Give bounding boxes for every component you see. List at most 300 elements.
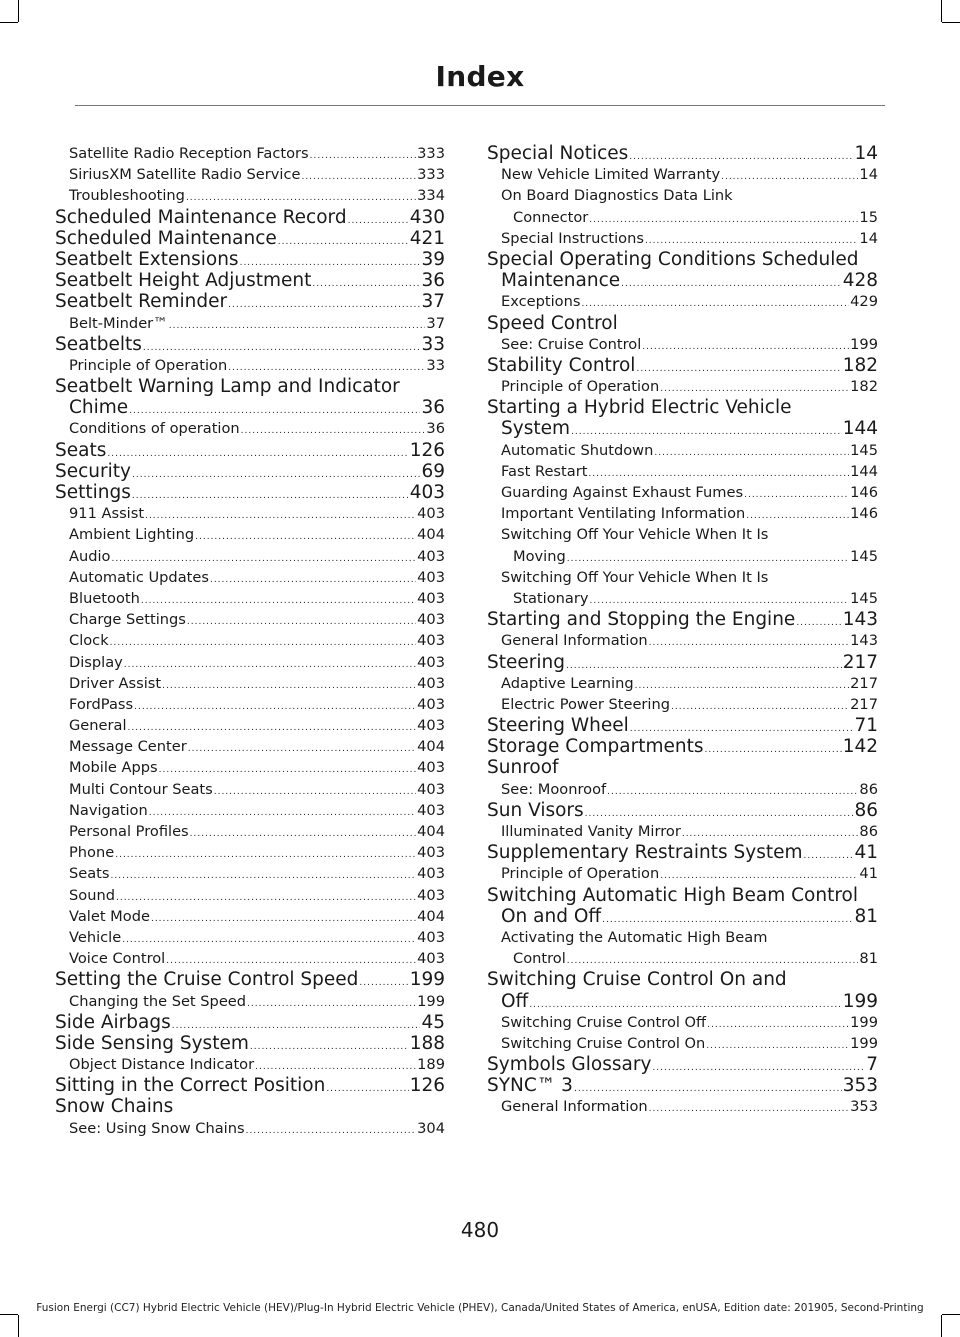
entry-label: See: Cruise Control bbox=[501, 335, 642, 353]
entry-label: Switching Off Your Vehicle When It Is bbox=[501, 568, 769, 586]
index-entry bbox=[55, 249, 445, 270]
entry-page: 199 bbox=[850, 335, 878, 353]
index-subentry bbox=[55, 779, 445, 800]
index-subentry bbox=[487, 291, 878, 312]
entry-page: 333 bbox=[417, 145, 445, 162]
entry-label: Supplementary Restraints System bbox=[487, 842, 803, 864]
entry-label: Off bbox=[501, 990, 529, 1012]
entry-page: 403 bbox=[417, 865, 445, 883]
index-subentry bbox=[487, 164, 878, 185]
dot-leader bbox=[187, 612, 416, 630]
dot-leader bbox=[652, 1058, 865, 1075]
entry-page: 353 bbox=[850, 1098, 878, 1116]
dot-leader bbox=[602, 910, 853, 927]
dot-leader bbox=[630, 719, 854, 736]
index-subentry bbox=[55, 164, 445, 185]
entry-page: 199 bbox=[850, 1013, 878, 1031]
dot-leader bbox=[107, 444, 408, 461]
entry-page: 14 bbox=[854, 143, 878, 164]
index-entry bbox=[55, 969, 445, 990]
index-entry bbox=[55, 440, 445, 461]
entry-label: Security bbox=[55, 460, 131, 482]
entry-label: Multi Contour Seats bbox=[69, 780, 213, 798]
dot-leader bbox=[195, 527, 416, 545]
index-subentry bbox=[55, 143, 445, 164]
dot-leader bbox=[312, 274, 420, 291]
entry-page: 403 bbox=[417, 547, 445, 565]
dot-leader bbox=[804, 846, 854, 863]
entry-label: Important Ventilating Information bbox=[501, 505, 746, 523]
index-subentry bbox=[55, 1118, 445, 1139]
index-subheading bbox=[487, 927, 878, 948]
entry-page: 39 bbox=[421, 248, 445, 270]
entry-page: 199 bbox=[842, 990, 878, 1012]
index-subentry bbox=[487, 461, 878, 482]
crop-mark bbox=[0, 1314, 18, 1315]
entry-page: 41 bbox=[854, 842, 878, 864]
index-entry bbox=[55, 397, 445, 418]
index-subentry bbox=[487, 440, 878, 461]
entry-label: Personal Profiles bbox=[69, 823, 189, 840]
entry-label: Seats bbox=[55, 439, 107, 461]
index-subentry bbox=[487, 948, 878, 969]
index-entry bbox=[55, 334, 445, 355]
dot-leader bbox=[301, 167, 416, 185]
entry-label: Seatbelt Height Adjustment bbox=[55, 270, 312, 292]
dot-leader bbox=[348, 211, 409, 228]
entry-label: Changing the Set Speed bbox=[69, 992, 247, 1010]
entry-label: Switching Cruise Control Off bbox=[501, 1013, 707, 1031]
dot-leader bbox=[567, 549, 849, 567]
entry-page: 41 bbox=[859, 865, 878, 883]
dot-leader bbox=[162, 676, 416, 694]
index-subentry bbox=[55, 673, 445, 694]
dot-leader bbox=[746, 506, 849, 524]
entry-label: Stationary bbox=[513, 589, 589, 607]
entry-label: Electric Power Steering bbox=[501, 695, 670, 713]
entry-label: Principle of Operation bbox=[69, 356, 228, 374]
entry-label: Ambient Lighting bbox=[69, 526, 195, 544]
index-subentry bbox=[55, 567, 445, 588]
entry-page: 36 bbox=[421, 397, 445, 419]
entry-label: Connector bbox=[513, 208, 589, 226]
index-entry bbox=[55, 207, 445, 228]
dot-leader bbox=[574, 1079, 842, 1096]
entry-label: Seatbelt Extensions bbox=[55, 248, 239, 270]
entry-label: Automatic Updates bbox=[69, 568, 209, 586]
crop-mark bbox=[942, 1314, 960, 1315]
page-footer: Fusion Energi (CC7) Hybrid Electric Vehicle (HEV)/Plug-In Hybrid Electric Vehicle (PHEV), Canada/United States of America, enUSA, Edition date: 201905, Second-Printing bbox=[36, 1302, 924, 1314]
dot-leader bbox=[642, 337, 849, 355]
dot-leader bbox=[671, 697, 849, 715]
entry-page: 334 bbox=[417, 187, 445, 205]
dot-leader bbox=[278, 232, 409, 249]
index-entry bbox=[487, 143, 878, 164]
entry-page: 143 bbox=[850, 632, 878, 650]
dot-leader bbox=[159, 760, 417, 778]
index-subentry bbox=[55, 821, 445, 842]
entry-page: 145 bbox=[850, 589, 878, 607]
entry-label: Belt-Minder™ bbox=[69, 314, 168, 332]
index-subentry bbox=[487, 779, 878, 800]
entry-page: 403 bbox=[417, 505, 445, 523]
entry-page: 182 bbox=[850, 378, 878, 396]
entry-label: Switching Off Your Vehicle When It Is bbox=[501, 526, 769, 544]
entry-label: Scheduled Maintenance Record bbox=[55, 206, 347, 228]
entry-label: General bbox=[69, 717, 127, 735]
entry-label: Speed Control bbox=[487, 312, 618, 334]
index-subentry bbox=[55, 185, 445, 206]
dot-leader bbox=[186, 188, 416, 206]
entry-label: Control bbox=[513, 950, 566, 968]
index-subentry bbox=[487, 673, 878, 694]
index-entry bbox=[487, 609, 878, 630]
dot-leader bbox=[721, 167, 858, 185]
entry-label: Guarding Against Exhaust Fumes bbox=[501, 484, 744, 501]
crop-mark bbox=[18, 0, 19, 22]
dot-leader bbox=[166, 951, 416, 969]
dot-leader bbox=[169, 316, 426, 334]
index-entry bbox=[487, 652, 878, 673]
entry-label: Troubleshooting bbox=[69, 187, 185, 205]
entry-page: 126 bbox=[409, 439, 445, 461]
entry-label: Valet Mode bbox=[69, 907, 150, 925]
index-subentry bbox=[55, 715, 445, 736]
index-entry bbox=[487, 418, 878, 439]
index-heading bbox=[487, 249, 878, 270]
index-subentry bbox=[55, 991, 445, 1012]
entry-label: Navigation bbox=[69, 801, 148, 819]
index-subentry bbox=[55, 418, 445, 439]
entry-label: System bbox=[501, 418, 570, 440]
entry-page: 404 bbox=[417, 738, 445, 756]
entry-label: Message Center bbox=[69, 738, 187, 756]
entry-page: 142 bbox=[842, 736, 878, 758]
entry-page: 86 bbox=[859, 823, 878, 840]
index-subentry bbox=[55, 885, 445, 906]
index-subentry bbox=[487, 821, 878, 842]
index-heading bbox=[487, 757, 878, 778]
entry-label: Special Instructions bbox=[501, 229, 644, 247]
entry-page: 403 bbox=[417, 759, 445, 777]
dot-leader bbox=[607, 782, 858, 800]
dot-leader bbox=[744, 485, 849, 503]
entry-label: SiriusXM Satellite Radio Service bbox=[69, 166, 301, 184]
entry-label: Setting the Cruise Control Speed bbox=[55, 969, 359, 991]
dot-leader bbox=[621, 274, 842, 291]
entry-label: FordPass bbox=[69, 695, 134, 713]
entry-page: 33 bbox=[421, 333, 445, 355]
dot-leader bbox=[116, 888, 416, 906]
entry-label: Steering bbox=[487, 651, 565, 673]
entry-label: Phone bbox=[69, 844, 115, 862]
index-subentry bbox=[55, 736, 445, 757]
dot-leader bbox=[660, 379, 849, 397]
entry-label: Sound bbox=[69, 886, 115, 904]
dot-leader bbox=[588, 464, 849, 482]
entry-page: 428 bbox=[842, 270, 878, 292]
entry-label: Starting and Stopping the Engine bbox=[487, 609, 796, 631]
dot-leader bbox=[566, 656, 842, 673]
index-entry bbox=[487, 800, 878, 821]
entry-label: Conditions of operation bbox=[69, 420, 240, 438]
entry-label: Special Notices bbox=[487, 143, 629, 164]
entry-label: Side Sensing System bbox=[55, 1032, 249, 1054]
dot-leader bbox=[145, 506, 416, 524]
title-rule bbox=[75, 105, 885, 106]
entry-label: Maintenance bbox=[501, 270, 621, 292]
index-subentry bbox=[487, 694, 878, 715]
dot-leader bbox=[149, 803, 416, 821]
entry-page: 37 bbox=[426, 314, 445, 332]
index-entry bbox=[55, 1075, 445, 1096]
index-entry bbox=[55, 482, 445, 503]
entry-label: On and Off bbox=[501, 905, 602, 927]
dot-leader bbox=[636, 359, 841, 376]
index-subentry bbox=[55, 609, 445, 630]
index-entry bbox=[487, 1075, 878, 1096]
dot-leader bbox=[143, 338, 421, 355]
entry-label: Bluetooth bbox=[69, 589, 140, 607]
entry-page: 404 bbox=[417, 526, 445, 544]
index-subentry bbox=[55, 588, 445, 609]
index-subentry bbox=[487, 503, 878, 524]
index-entry bbox=[487, 270, 878, 291]
entry-page: 403 bbox=[417, 844, 445, 862]
index-entry bbox=[55, 270, 445, 291]
dot-leader bbox=[359, 973, 408, 990]
index-subentry bbox=[487, 376, 878, 397]
entry-page: 86 bbox=[854, 799, 878, 821]
index-subentry bbox=[55, 524, 445, 545]
entry-page: 403 bbox=[417, 674, 445, 692]
entry-page: 69 bbox=[421, 460, 445, 482]
entry-page: 403 bbox=[417, 589, 445, 607]
dot-leader bbox=[210, 570, 416, 588]
entry-label: Principle of Operation bbox=[501, 865, 660, 883]
index-subentry bbox=[55, 948, 445, 969]
entry-label: Fast Restart bbox=[501, 462, 588, 480]
entry-page: 36 bbox=[421, 270, 445, 292]
entry-page: 217 bbox=[850, 674, 878, 692]
entry-label: New Vehicle Limited Warranty bbox=[501, 166, 721, 184]
dot-leader bbox=[571, 422, 842, 439]
entry-label: On Board Diagnostics Data Link bbox=[501, 187, 733, 205]
index-subentry bbox=[55, 757, 445, 778]
entry-label: Satellite Radio Reception Factors bbox=[69, 145, 309, 162]
entry-page: 404 bbox=[417, 907, 445, 925]
index-subentry bbox=[55, 652, 445, 673]
dot-leader bbox=[796, 613, 841, 630]
entry-page: 333 bbox=[417, 166, 445, 184]
entry-page: 403 bbox=[417, 632, 445, 650]
index-entry bbox=[487, 842, 878, 863]
entry-page: 144 bbox=[850, 462, 878, 480]
crop-mark bbox=[941, 1315, 942, 1337]
entry-page: 403 bbox=[417, 717, 445, 735]
entry-label: Special Operating Conditions Scheduled bbox=[487, 248, 859, 270]
dot-leader bbox=[129, 401, 420, 418]
entry-page: 86 bbox=[859, 780, 878, 798]
crop-mark bbox=[18, 1315, 19, 1337]
index-heading bbox=[487, 397, 878, 418]
entry-label: Driver Assist bbox=[69, 674, 162, 692]
index-subentry bbox=[55, 694, 445, 715]
entry-page: 421 bbox=[409, 227, 445, 249]
entry-label: Switching Cruise Control On and bbox=[487, 969, 787, 991]
entry-label: Object Distance Indicator bbox=[69, 1056, 255, 1074]
index-entry bbox=[487, 991, 878, 1012]
dot-leader bbox=[585, 804, 854, 821]
entry-label: Seats bbox=[69, 865, 110, 883]
entry-page: 36 bbox=[426, 420, 445, 438]
dot-leader bbox=[649, 633, 850, 651]
entry-page: 143 bbox=[842, 609, 878, 631]
index-subentry bbox=[55, 863, 445, 884]
entry-page: 403 bbox=[409, 482, 445, 503]
index-entry bbox=[55, 1033, 445, 1054]
dot-leader bbox=[660, 866, 858, 884]
entry-label: Display bbox=[69, 653, 123, 671]
index-entry bbox=[487, 906, 878, 927]
entry-label: General Information bbox=[501, 1098, 648, 1116]
dot-leader bbox=[151, 909, 416, 927]
entry-label: See: Moonroof bbox=[501, 780, 607, 798]
index-subentry bbox=[487, 334, 878, 355]
entry-page: 199 bbox=[850, 1034, 878, 1052]
entry-page: 189 bbox=[417, 1056, 445, 1074]
dot-leader bbox=[649, 1099, 850, 1117]
entry-page: 403 bbox=[417, 695, 445, 713]
index-subentry bbox=[55, 927, 445, 948]
index-heading bbox=[487, 969, 878, 990]
entry-page: 146 bbox=[850, 505, 878, 523]
entry-label: Side Airbags bbox=[55, 1011, 171, 1033]
entry-page: 429 bbox=[850, 293, 878, 311]
dot-leader bbox=[124, 655, 416, 673]
entry-label: Settings bbox=[55, 482, 131, 503]
entry-label: See: Using Snow Chains bbox=[69, 1119, 245, 1137]
entry-label: Sun Visors bbox=[487, 799, 584, 821]
index-subentry bbox=[487, 207, 878, 228]
entry-label: Chime bbox=[69, 397, 129, 419]
entry-page: 403 bbox=[417, 653, 445, 671]
entry-label: Charge Settings bbox=[69, 611, 186, 629]
dot-leader bbox=[581, 294, 849, 312]
index-heading bbox=[487, 885, 878, 906]
entry-page: 81 bbox=[859, 950, 878, 968]
entry-label: Vehicle bbox=[69, 928, 122, 946]
index-entry bbox=[487, 715, 878, 736]
entry-page: 403 bbox=[417, 568, 445, 586]
index-subentry bbox=[487, 1096, 878, 1117]
entry-page: 217 bbox=[842, 651, 878, 673]
index-heading bbox=[55, 376, 445, 397]
entry-page: 403 bbox=[417, 950, 445, 968]
dot-leader bbox=[707, 1015, 849, 1033]
dot-leader bbox=[247, 994, 416, 1012]
index-column-right bbox=[487, 143, 878, 1118]
index-subentry bbox=[55, 355, 445, 376]
dot-leader bbox=[629, 147, 853, 164]
index-subentry bbox=[487, 228, 878, 249]
dot-leader bbox=[111, 866, 417, 884]
dot-leader bbox=[241, 421, 426, 439]
dot-leader bbox=[228, 295, 420, 312]
dot-leader bbox=[529, 995, 841, 1012]
dot-leader bbox=[250, 1037, 409, 1054]
index-entry bbox=[487, 1054, 878, 1075]
entry-page: 403 bbox=[417, 886, 445, 904]
dot-leader bbox=[567, 951, 859, 969]
dot-leader bbox=[190, 824, 416, 842]
dot-leader bbox=[214, 782, 416, 800]
dot-leader bbox=[706, 1036, 849, 1054]
index-subentry bbox=[55, 313, 445, 334]
entry-page: 14 bbox=[859, 166, 878, 184]
index-entry bbox=[55, 291, 445, 312]
dot-leader bbox=[122, 930, 416, 948]
entry-label: Adaptive Learning bbox=[501, 674, 634, 692]
index-subheading bbox=[487, 185, 878, 206]
entry-label: Switching Cruise Control On bbox=[501, 1034, 706, 1052]
entry-page: 403 bbox=[417, 801, 445, 819]
entry-page: 71 bbox=[854, 715, 878, 737]
dot-leader bbox=[255, 1057, 416, 1075]
entry-label: SYNC™ 3 bbox=[487, 1075, 573, 1097]
entry-page: 199 bbox=[417, 992, 445, 1010]
entry-page: 182 bbox=[842, 354, 878, 376]
page-title: Index bbox=[435, 60, 525, 93]
entry-page: 403 bbox=[417, 928, 445, 946]
entry-label: Activating the Automatic High Beam bbox=[501, 928, 768, 946]
entry-label: Steering Wheel bbox=[487, 715, 629, 737]
index-entry bbox=[55, 461, 445, 482]
page-number: 480 bbox=[460, 1218, 500, 1242]
entry-label: Audio bbox=[69, 547, 111, 565]
entry-page: 188 bbox=[409, 1032, 445, 1054]
dot-leader bbox=[240, 253, 421, 270]
entry-page: 145 bbox=[850, 547, 878, 565]
entry-label: Starting a Hybrid Electric Vehicle bbox=[487, 397, 792, 419]
entry-page: 45 bbox=[421, 1011, 445, 1033]
dot-leader bbox=[132, 486, 409, 503]
dot-leader bbox=[645, 231, 858, 249]
entry-page: 430 bbox=[409, 206, 445, 228]
index-heading bbox=[55, 1096, 445, 1117]
entry-label: Sitting in the Correct Position bbox=[55, 1075, 326, 1097]
dot-leader bbox=[246, 1121, 417, 1139]
dot-leader bbox=[141, 591, 416, 609]
entry-page: 304 bbox=[417, 1119, 445, 1137]
index-entry bbox=[487, 736, 878, 757]
dot-leader bbox=[654, 443, 849, 461]
entry-label: Storage Compartments bbox=[487, 736, 704, 758]
entry-label: Mobile Apps bbox=[69, 759, 158, 777]
entry-page: 7 bbox=[866, 1054, 878, 1076]
index-subentry bbox=[55, 842, 445, 863]
dot-leader bbox=[115, 845, 416, 863]
dot-leader bbox=[635, 676, 850, 694]
dot-leader bbox=[589, 210, 858, 228]
entry-page: 353 bbox=[842, 1075, 878, 1097]
index-subentry bbox=[55, 630, 445, 651]
entry-label: Symbols Glossary bbox=[487, 1054, 652, 1076]
entry-label: 911 Assist bbox=[69, 505, 145, 523]
index-subentry bbox=[55, 1054, 445, 1075]
entry-page: 126 bbox=[409, 1075, 445, 1097]
entry-page: 33 bbox=[426, 356, 445, 374]
